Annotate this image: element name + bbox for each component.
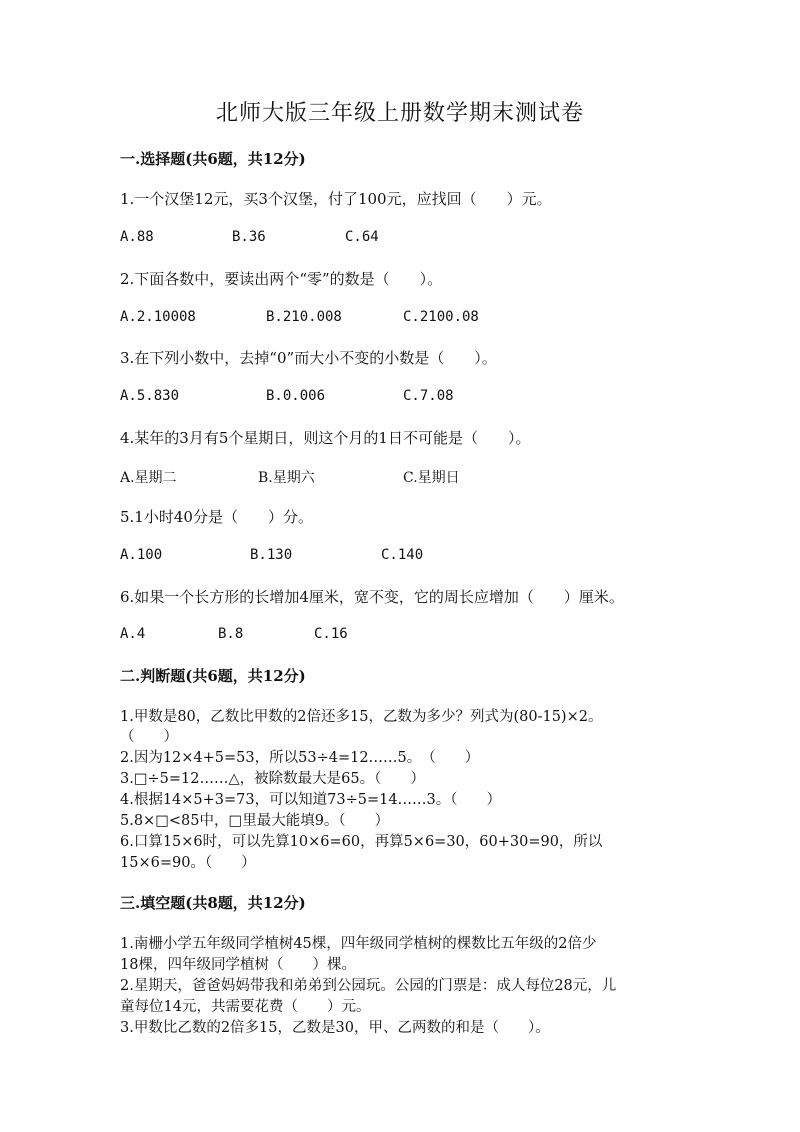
- question-text: 4.某年的3月有5个星期日，则这个月的1日不可能是（ ）。: [120, 429, 531, 447]
- section-heading-judge: 二.判断题(共6题，共12分): [120, 667, 306, 685]
- option-a: A.2.10008: [120, 309, 196, 325]
- option-a: A.星期二: [120, 470, 177, 486]
- page-title: 北师大版三年级上册数学期末测试卷: [215, 101, 584, 126]
- judge-line: 2.因为12×4+5=53，所以53÷4=12……5。 （ ）: [120, 750, 480, 766]
- question-text: 2.下面各数中，要读出两个“零”的数是（ ）。: [120, 270, 443, 288]
- option-c: C.2100.08: [403, 309, 479, 325]
- option-c: C.16: [314, 626, 348, 642]
- option-c: C.64: [345, 229, 379, 245]
- option-b: B.星期六: [258, 470, 315, 486]
- fill-line: 3.甲数比乙数的2倍多15，乙数是30，甲、乙两数的和是（ ）。: [120, 1020, 550, 1036]
- option-b: B.210.008: [266, 309, 342, 325]
- section-heading-choice: 一.选择题(共6题，共12分): [120, 150, 306, 168]
- judge-line: 1.甲数是80，乙数比甲数的2倍还多15，乙数为多少？列式为(80-15)×2。: [120, 709, 603, 725]
- option-b: B.36: [232, 229, 266, 245]
- section-heading-fill: 三.填空题(共8题，共12分): [120, 894, 306, 912]
- question-text: 5.1小时40分是（ ）分。: [120, 508, 313, 526]
- fill-line: 2.星期天，爸爸妈妈带我和弟弟到公园玩。公园的门票是：成人每位28元，儿: [120, 978, 617, 994]
- option-a: A.88: [120, 229, 154, 245]
- option-b: B.0.006: [266, 388, 326, 404]
- option-a: A.100: [120, 547, 163, 563]
- judge-line: （ ）: [120, 729, 178, 745]
- question-text: 6.如果一个长方形的长增加4厘米，宽不变，它的周长应增加（ ）厘米。: [120, 588, 624, 606]
- option-c: C.7.08: [403, 388, 454, 404]
- question-text: 1.一个汉堡12元，买3个汉堡，付了100元，应找回（ ）元。: [120, 190, 552, 208]
- option-c: C.140: [381, 547, 424, 563]
- judge-line: 5.8×□<85中，□里最大能填9。（ ）: [120, 813, 390, 829]
- judge-line: 15×6=90。（ ）: [120, 855, 256, 871]
- judge-line: 6.口算15×6时，可以先算10×6=60，再算5×6=30，60+30=90，所以: [120, 834, 603, 850]
- judge-line: 4.根据14×5+3=73，可以知道73÷5=14……3。（ ）: [120, 792, 502, 808]
- option-c: C.星期日: [403, 470, 460, 486]
- judge-line: 3.□÷5=12……△，被除数最大是65。（ ）: [120, 771, 425, 787]
- fill-line: 童每位14元，共需要花费（ ）元。: [120, 999, 371, 1015]
- question-text: 3.在下列小数中，去掉“0”而大小不变的小数是（ ）。: [120, 349, 497, 367]
- fill-line: 1.南栅小学五年级同学植树45棵，四年级同学植树的棵数比五年级的2倍少: [120, 936, 597, 952]
- option-a: A.4: [120, 626, 146, 642]
- fill-line: 18棵，四年级同学植树（ ）棵。: [120, 957, 356, 973]
- option-a: A.5.830: [120, 388, 180, 404]
- option-b: B.130: [250, 547, 293, 563]
- option-b: B.8: [218, 626, 244, 642]
